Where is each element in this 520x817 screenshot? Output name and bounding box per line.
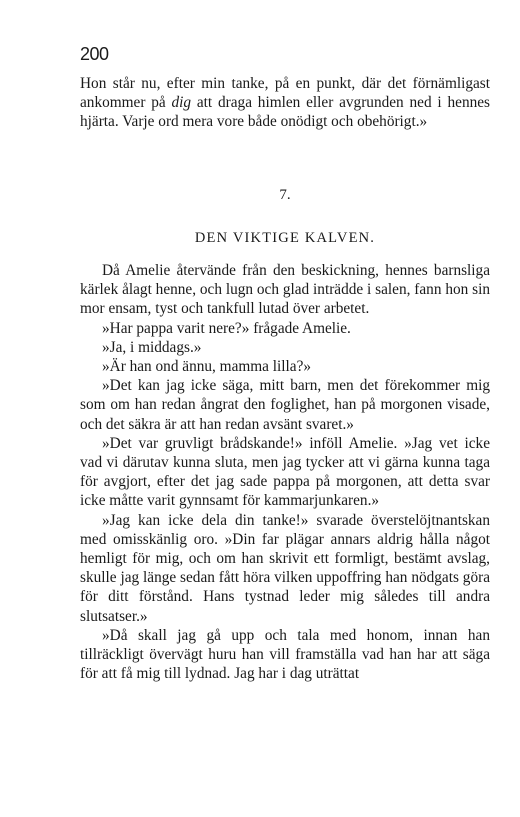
- paragraph: »Det kan jag icke säga, mitt barn, men det förekommer mig som om han redan ångrat den foglighet, han på morgonen visade, och det säkra är att han redan avsänt svaret.»: [80, 377, 490, 433]
- opening-text-part1: Hon står nu, efter min tanke, på en punkt, där det förnämligast ankommer på: [80, 75, 490, 112]
- opening-text-block: [80, 74, 490, 132]
- paragraph: »Jag kan icke dela din tanke!» svarade överstelöjtnantskan med omisskänlig oro. »Din far plägar annars aldrig hålla något hemligt för mig, och om han skrivit ett formligt, bestämt avslag, skulle jag länge sedan fått höra vilken uppoffring han nödgats göra för ditt förstånd. Hans tystnad leder mig således till andra slutsatser.»: [80, 511, 490, 625]
- chapter-body: [80, 261, 490, 683]
- opening-text-part2: att draga himlen eller avgrunden ned i hennes hjärta. Varje ord mera vore både onödigt och obehörigt.»: [80, 94, 490, 131]
- paragraph: »Har pappa varit nere?» frågade Amelie.: [102, 319, 351, 337]
- paragraph: »Det var gruvligt brådskande!» inföll Amelie. »Jag vet icke vad vi därutav kunna sluta, men jag tycker att vi gärna kunna taga för avgjort, efter det jag sade pappa på morgonen, att detta svar icke måtte varit gynnsamt för kammarjunkaren.»: [80, 434, 490, 510]
- chapter-number: 7.: [279, 187, 291, 203]
- opening-paragraph: [80, 74, 490, 132]
- paragraph: »Är han ond ännu, mamma lilla?»: [102, 358, 312, 376]
- paragraph: Då Amelie återvände från den beskickning, hennes barnsliga kärlek ålagt henne, och lugn och glad inträdde i salen, fann hon sin mor ensam, tyst och tankfull lutad över arbetet.: [80, 262, 490, 318]
- page-number: 200: [80, 44, 109, 64]
- paragraph: »Då skall jag gå upp och tala med honom, innan han tillräckligt övervägt huru han vill framställa vad han har att säga för att få mig till lydnad. Jag har i dag uträttat: [80, 626, 490, 683]
- chapter-title: DEN VIKTIGE KALVEN.: [194, 230, 376, 246]
- emphasized-word: dig: [171, 94, 192, 112]
- paragraph: »Ja, i middags.»: [102, 338, 202, 356]
